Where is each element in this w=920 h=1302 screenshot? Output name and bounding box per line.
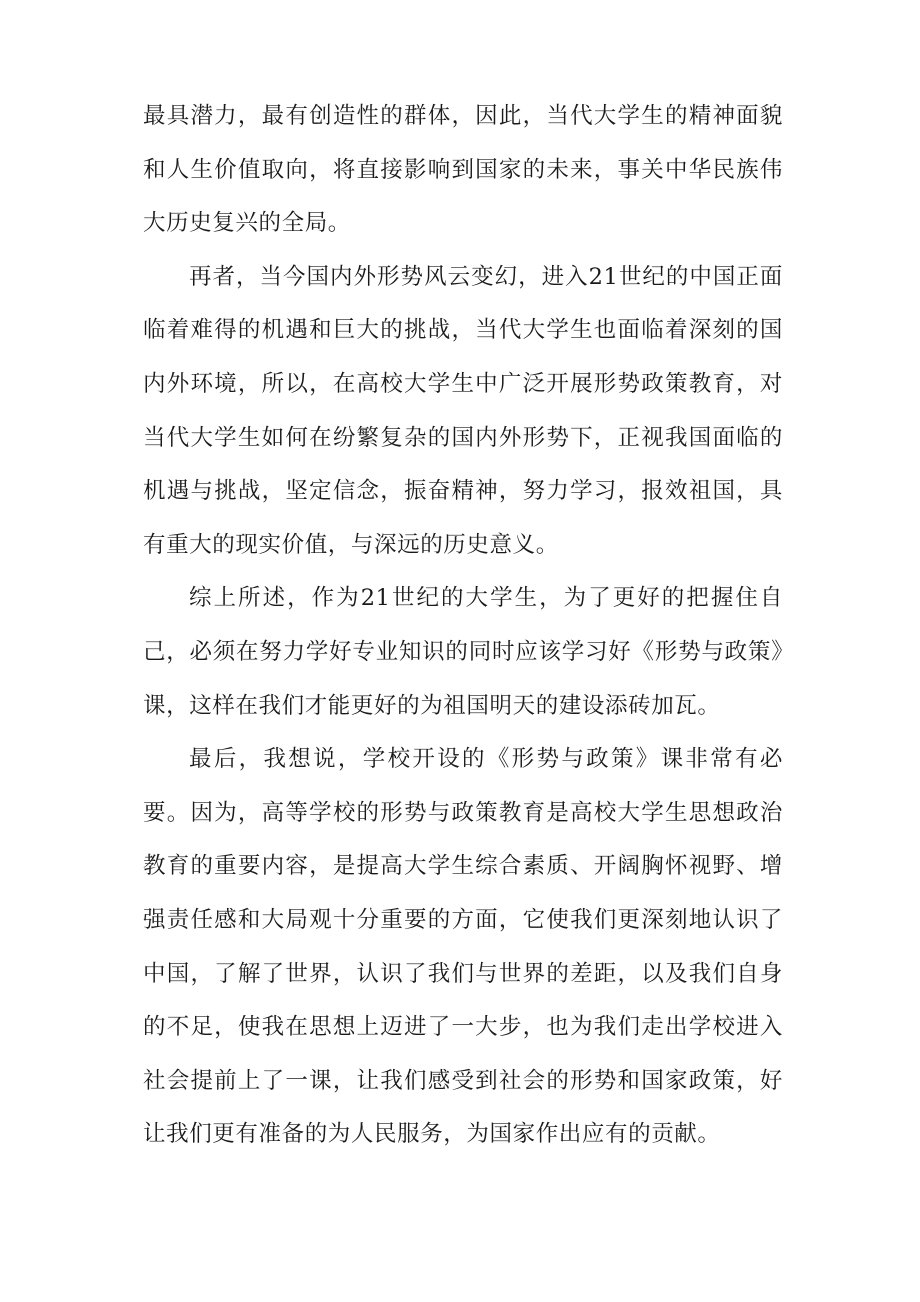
paragraph-4: 最后，我想说，学校开设的《形势与政策》课非常有必要。因为，高等学校的形势与政策教育是高校大学生思想政治教育的重要内容，是提高大学生综合素质、开阔胸怀视野、增强责任感和大局观十分重要的方面，它使我们更深刻地认识了中国，了解了世界，认识了我们与世界的差距，以及我们自身的不足，使我在思想上迈进了一大步，也为我们走出学校进入社会提前上了一课，让我们感受到社会的形势和国家政策，好让我们更有准备的为人民服务，为国家作出应有的贡献。 bbox=[143, 746, 783, 1148]
document-body bbox=[143, 90, 783, 1162]
paragraph-3: 综上所述，作为21世纪的大学生，为了更好的把握住自己，必须在努力学好专业知识的同时应该学习好《形势与政策》课，这样在我们才能更好的为祖国明天的建设添砖加瓦。 bbox=[143, 585, 783, 719]
paragraph-2: 再者，当今国内外形势风云变幻，进入21世纪的中国正面临着难得的机遇和巨大的挑战，当代大学生也面临着深刻的国内外环境，所以，在高校大学生中广泛开展形势政策教育，对当代大学生如何在纷繁复杂的国内外形势下，正视我国面临的机遇与挑战，坚定信念，振奋精神，努力学习，报效祖国，具有重大的现实价值，与深远的历史意义。 bbox=[143, 263, 783, 558]
paragraph-1: 最具潜力，最有创造性的群体，因此，当代大学生的精神面貌和人生价值取向，将直接影响到国家的未来，事关中华民族伟大历史复兴的全局。 bbox=[143, 103, 783, 237]
